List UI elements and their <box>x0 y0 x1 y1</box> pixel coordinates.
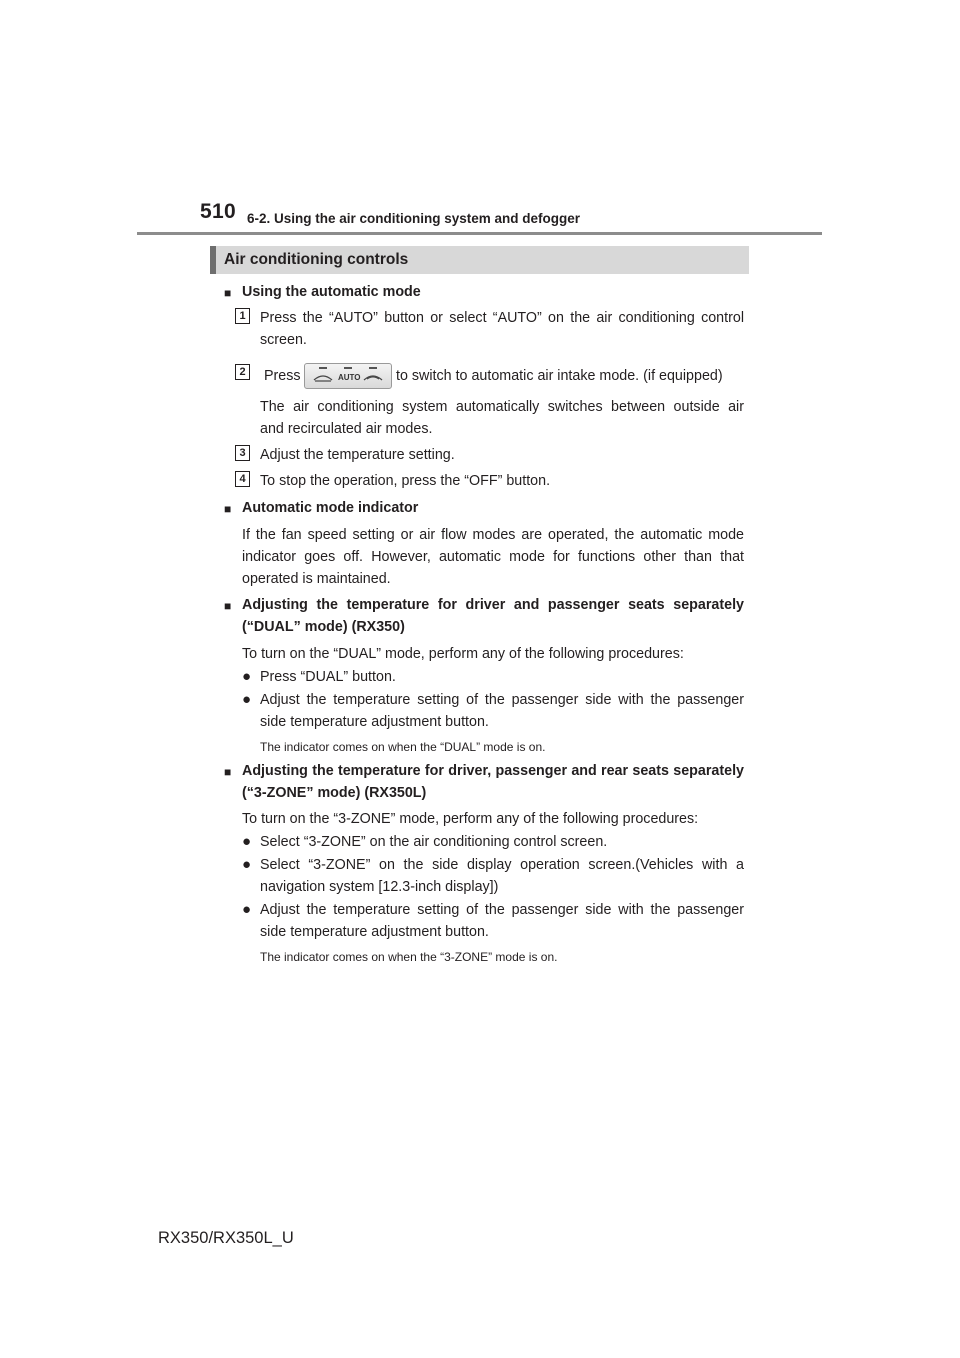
square-bullet-icon: ■ <box>224 599 232 613</box>
step-3-line-1: Adjust the temperature setting. <box>260 447 455 463</box>
round-bullet-icon: ● <box>242 856 252 873</box>
3zone-bullet-1: Select “3-ZONE” on the air conditioning control screen. <box>260 834 608 850</box>
3zone-bullet-3-line-2: side temperature adjustment button. <box>260 924 489 940</box>
indicator-line-2: indicator goes off. However, automatic mode for functions other than that <box>242 549 744 565</box>
step-2-note-line-2: and recirculated air modes. <box>260 421 433 437</box>
square-bullet-icon: ■ <box>224 502 232 516</box>
3zone-intro: To turn on the “3-ZONE” mode, perform any of the following procedures: <box>242 811 699 827</box>
3zone-bullet-3-line-1: Adjust the temperature setting of the passenger side with the passenger <box>260 902 744 918</box>
step-2-press: Press <box>264 368 301 384</box>
3zone-bullet-2-line-2: navigation system [12.3-inch display]) <box>260 879 499 895</box>
dual-intro: To turn on the “DUAL” mode, perform any of the following procedures: <box>242 646 684 662</box>
heading-3zone-line-1: Adjusting the temperature for driver, passenger and rear seats separately <box>242 763 744 779</box>
indicator-line-3: operated is maintained. <box>242 571 391 587</box>
step-number-1: 1 <box>235 308 250 324</box>
step-2-after: to switch to automatic air intake mode. (if equipped) <box>396 368 723 384</box>
step-2-note-line-1: The air conditioning system automatically switches between outside air <box>260 399 744 415</box>
round-bullet-icon: ● <box>242 668 252 685</box>
dual-bullet-1: Press “DUAL” button. <box>260 669 396 685</box>
header-rule <box>137 232 822 235</box>
heading-indicator: Automatic mode indicator <box>242 500 419 516</box>
indicator-line-1: If the fan speed setting or air flow modes are operated, the automatic mode <box>242 527 744 543</box>
square-bullet-icon: ■ <box>224 286 232 300</box>
page-number: 510 <box>200 200 236 223</box>
auto-button-label: AUTO <box>338 373 361 382</box>
heading-dual-line-1: Adjusting the temperature for driver and passenger seats separately <box>242 597 744 613</box>
step-4-line-1: To stop the operation, press the “OFF” button. <box>260 473 551 489</box>
step-number-3: 3 <box>235 445 250 461</box>
section-title-bar <box>210 246 749 274</box>
round-bullet-icon: ● <box>242 833 252 850</box>
dual-bullet-2-line-1: Adjust the temperature setting of the passenger side with the passenger <box>260 692 744 708</box>
auto-air-intake-button-icon <box>304 363 392 389</box>
dual-bullet-2-line-2: side temperature adjustment button. <box>260 714 489 730</box>
heading-3zone-line-2: (“3-ZONE” mode) (RX350L) <box>242 785 427 801</box>
heading-dual-line-2: (“DUAL” mode) (RX350) <box>242 619 405 635</box>
step-number-4: 4 <box>235 471 250 487</box>
3zone-note: The indicator comes on when the “3-ZONE” mode is on. <box>260 950 558 964</box>
chapter-title: 6-2. Using the air conditioning system and defogger <box>247 211 581 226</box>
step-1-line-2: screen. <box>260 332 307 348</box>
section-accent <box>210 246 216 274</box>
heading-automatic-mode: Using the automatic mode <box>242 284 421 300</box>
round-bullet-icon: ● <box>242 691 252 708</box>
dual-note: The indicator comes on when the “DUAL” mode is on. <box>260 740 546 754</box>
3zone-bullet-2-line-1: Select “3-ZONE” on the side display operation screen.(Vehicles with a <box>260 857 744 873</box>
section-title: Air conditioning controls <box>224 251 409 268</box>
step-number-2: 2 <box>235 364 250 380</box>
step-1-line-1: Press the “AUTO” button or select “AUTO” on the air conditioning control <box>260 310 744 326</box>
round-bullet-icon: ● <box>242 901 252 918</box>
footer-model-code: RX350/RX350L_U <box>158 1229 294 1247</box>
square-bullet-icon: ■ <box>224 765 232 779</box>
